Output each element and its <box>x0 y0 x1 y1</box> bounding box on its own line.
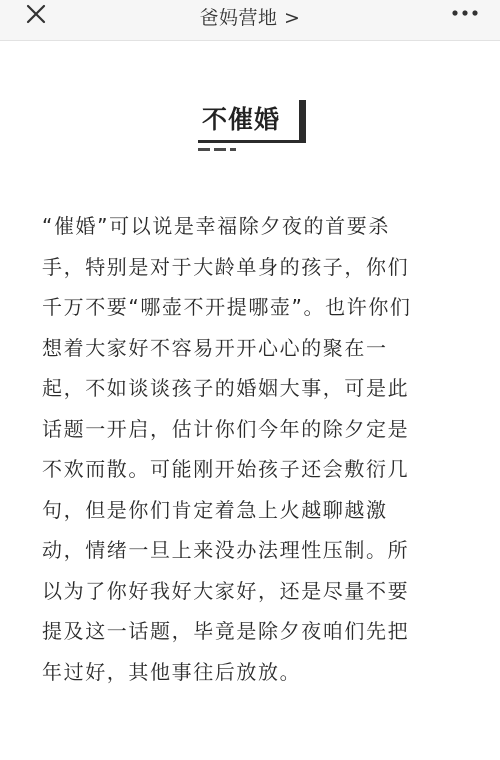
title-bracket-decoration <box>299 100 306 143</box>
article-title-block <box>198 100 308 145</box>
dash-decoration <box>214 148 226 151</box>
dash-decoration <box>198 148 210 151</box>
dash-decoration <box>230 148 236 151</box>
title-dashes-decoration <box>198 148 238 152</box>
more-dots-icon[interactable] <box>450 2 480 24</box>
nav-title[interactable]: 爸妈营地 > <box>199 7 301 29</box>
article-body: “催婚”可以说是幸福除夕夜的首要杀 手，特别是对于大龄单身的孩子，你们 千万不要“哪壶不开提哪壶”。也许你们 想着大家好不容易开开心心的聚在一 起，不如谈谈孩子的婚姻大事，可是此 话题一开启，估计你们今年的除夕定是 不欢而散。可能刚开始孩子还会敷衍几 句，但是你们肯定着急上火越聊越激 动，情绪一旦上来没办法理性压制。所 以为了你好我好大家好，还是尽量不要 提及这一话题，毕竟是除夕夜咱们先把 年过好，其他事往后放放。 <box>42 214 412 684</box>
article-title: 不催婚 <box>202 105 281 134</box>
nav-bar <box>0 0 500 41</box>
title-underline-decoration <box>198 140 304 143</box>
